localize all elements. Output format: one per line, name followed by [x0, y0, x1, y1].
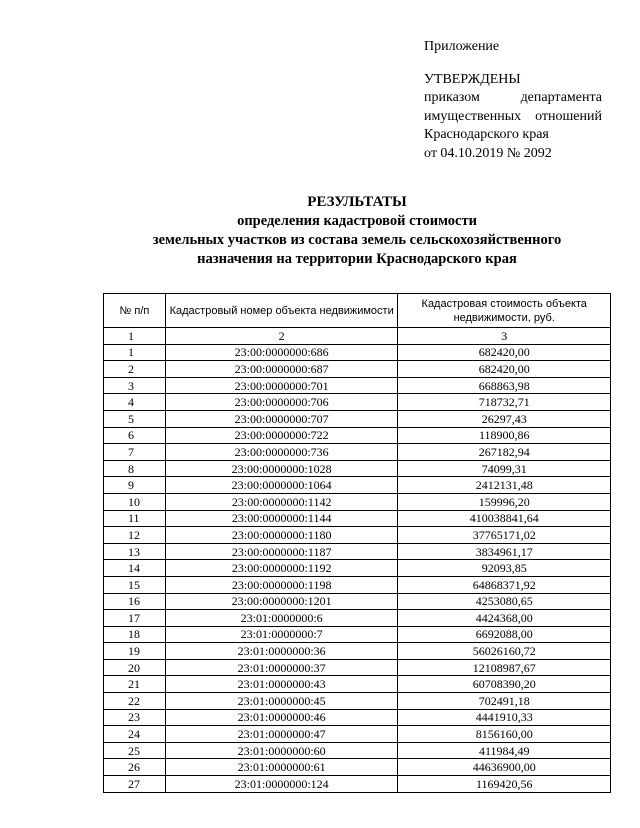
cadastral-number: 23:00:0000000:1187 — [165, 543, 398, 560]
table-row — [104, 477, 611, 494]
header-index: № п/п — [104, 294, 166, 328]
table-row — [104, 410, 611, 427]
row-index: 25 — [104, 742, 166, 759]
cadastral-number: 23:00:0000000:706 — [165, 394, 398, 411]
cadastral-value: 56026160,72 — [398, 643, 611, 660]
cadastral-value: 682420,00 — [398, 361, 611, 378]
cadastral-value: 718732,71 — [398, 394, 611, 411]
cadastral-number: 23:01:0000000:6 — [165, 610, 398, 627]
row-index: 3 — [104, 377, 166, 394]
row-index: 6 — [104, 427, 166, 444]
table-row — [104, 427, 611, 444]
spacer — [424, 57, 602, 71]
cadastral-value: 4253080,65 — [398, 593, 611, 610]
table-row — [104, 377, 611, 394]
table-row — [104, 726, 611, 743]
title-line-1: определения кадастровой стоимости — [237, 213, 477, 229]
row-index: 21 — [104, 676, 166, 693]
cadastral-number: 23:01:0000000:46 — [165, 709, 398, 726]
cadastral-value-table — [103, 293, 611, 793]
table-row — [104, 576, 611, 593]
cadastral-number: 23:00:0000000:707 — [165, 410, 398, 427]
row-index: 18 — [104, 626, 166, 643]
header-cadastral-value: Кадастровая стоимость объекта недвижимости, руб. — [398, 294, 611, 328]
cadastral-number: 23:01:0000000:45 — [165, 693, 398, 710]
cadastral-value: 411984,49 — [398, 742, 611, 759]
cadastral-value: 12108987,67 — [398, 659, 611, 676]
cadastral-number: 23:00:0000000:1201 — [165, 593, 398, 610]
table-row — [104, 444, 611, 461]
row-index: 7 — [104, 444, 166, 461]
cadastral-number: 23:01:0000000:43 — [165, 676, 398, 693]
table-row — [104, 493, 611, 510]
table-row — [104, 759, 611, 776]
table-row — [104, 742, 611, 759]
cadastral-number: 23:00:0000000:1192 — [165, 560, 398, 577]
row-index: 17 — [104, 610, 166, 627]
row-index: 10 — [104, 493, 166, 510]
cadastral-value: 60708390,20 — [398, 676, 611, 693]
cadastral-number: 23:00:0000000:1198 — [165, 576, 398, 593]
table-row — [104, 510, 611, 527]
row-index: 1 — [104, 344, 166, 361]
row-index: 5 — [104, 410, 166, 427]
row-index: 24 — [104, 726, 166, 743]
cadastral-number: 23:00:0000000:687 — [165, 361, 398, 378]
table-row — [104, 344, 611, 361]
row-index: 2 — [104, 361, 166, 378]
cadastral-number: 23:00:0000000:1144 — [165, 510, 398, 527]
cadastral-number: 23:01:0000000:60 — [165, 742, 398, 759]
table-row — [104, 693, 611, 710]
cadastral-number: 23:01:0000000:61 — [165, 759, 398, 776]
title-heading: РЕЗУЛЬТАТЫ — [307, 194, 407, 210]
cadastral-number: 23:01:0000000:47 — [165, 726, 398, 743]
row-index: 4 — [104, 394, 166, 411]
cadastral-number: 23:00:0000000:1028 — [165, 460, 398, 477]
row-index: 22 — [104, 693, 166, 710]
cadastral-value: 64868371,92 — [398, 576, 611, 593]
title-line-3: назначения на территории Краснодарского края — [197, 251, 517, 267]
row-index: 27 — [104, 776, 166, 793]
row-index: 14 — [104, 560, 166, 577]
column-number: 3 — [398, 328, 611, 345]
table-row — [104, 610, 611, 627]
title-line-2: земельных участков из состава земель сельскохозяйственного — [152, 232, 562, 248]
table-row — [104, 626, 611, 643]
table-row — [104, 394, 611, 411]
header-cadastral-number: Кадастровый номер объекта недвижимости — [165, 294, 398, 328]
cadastral-number: 23:01:0000000:124 — [165, 776, 398, 793]
order-line-2: имущественных отношений — [424, 108, 602, 124]
row-index: 11 — [104, 510, 166, 527]
table-row — [104, 593, 611, 610]
cadastral-value: 92093,85 — [398, 560, 611, 577]
order-line-3: Краснодарского края — [424, 127, 549, 142]
cadastral-value: 37765171,02 — [398, 527, 611, 544]
approval-block — [424, 38, 602, 163]
row-index: 8 — [104, 460, 166, 477]
approved-label: УТВЕРЖДЕНЫ — [424, 71, 521, 87]
cadastral-number: 23:00:0000000:722 — [165, 427, 398, 444]
table-row — [104, 643, 611, 660]
cadastral-number: 23:00:0000000:1142 — [165, 493, 398, 510]
table-row — [104, 543, 611, 560]
cadastral-number: 23:01:0000000:36 — [165, 643, 398, 660]
row-index: 15 — [104, 576, 166, 593]
cadastral-value: 3834961,17 — [398, 543, 611, 560]
cadastral-value: 6692088,00 — [398, 626, 611, 643]
appendix-label: Приложение — [424, 39, 500, 54]
column-number: 1 — [104, 328, 166, 345]
cadastral-value: 159996,20 — [398, 493, 611, 510]
cadastral-number: 23:00:0000000:686 — [165, 344, 398, 361]
document-title — [0, 193, 640, 269]
table-row — [104, 361, 611, 378]
table-row — [104, 527, 611, 544]
cadastral-value: 26297,43 — [398, 410, 611, 427]
cadastral-value: 4441910,33 — [398, 709, 611, 726]
table-row — [104, 659, 611, 676]
cadastral-number: 23:00:0000000:701 — [165, 377, 398, 394]
cadastral-number: 23:01:0000000:7 — [165, 626, 398, 643]
cadastral-value: 2412131,48 — [398, 477, 611, 494]
table-row — [104, 676, 611, 693]
row-index: 16 — [104, 593, 166, 610]
cadastral-value: 74099,31 — [398, 460, 611, 477]
table-row — [104, 460, 611, 477]
cadastral-number: 23:00:0000000:1180 — [165, 527, 398, 544]
column-number: 2 — [165, 328, 398, 345]
cadastral-number: 23:00:0000000:1064 — [165, 477, 398, 494]
order-date-number: от 04.10.2019 № 2092 — [424, 145, 552, 161]
row-index: 9 — [104, 477, 166, 494]
cadastral-number: 23:01:0000000:37 — [165, 659, 398, 676]
row-index: 23 — [104, 709, 166, 726]
cadastral-value: 702491,18 — [398, 693, 611, 710]
row-index: 26 — [104, 759, 166, 776]
cadastral-value: 118900,86 — [398, 427, 611, 444]
cadastral-value: 267182,94 — [398, 444, 611, 461]
row-index: 12 — [104, 527, 166, 544]
cadastral-value: 668863,98 — [398, 377, 611, 394]
table-row — [104, 776, 611, 793]
table-row — [104, 709, 611, 726]
row-index: 19 — [104, 643, 166, 660]
cadastral-value: 410038841,64 — [398, 510, 611, 527]
cadastral-value: 44636900,00 — [398, 759, 611, 776]
column-number-row — [104, 328, 611, 345]
cadastral-value: 682420,00 — [398, 344, 611, 361]
cadastral-number: 23:00:0000000:736 — [165, 444, 398, 461]
order-line-1: приказом департамента — [424, 90, 602, 105]
cadastral-value: 8156160,00 — [398, 726, 611, 743]
row-index: 20 — [104, 659, 166, 676]
cadastral-value: 4424368,00 — [398, 610, 611, 627]
table-header-row — [104, 294, 611, 328]
cadastral-value: 1169420,56 — [398, 776, 611, 793]
table-row — [104, 560, 611, 577]
row-index: 13 — [104, 543, 166, 560]
